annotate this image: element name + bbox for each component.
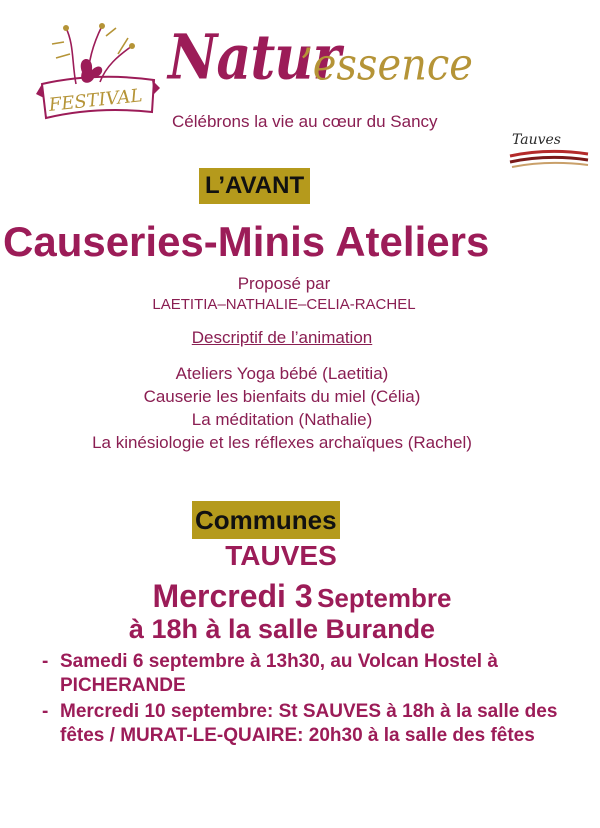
festival-logo (36, 14, 160, 132)
activity-item: Causerie les bienfaits du miel (Célia) (143, 387, 421, 406)
brand-essence: ’essence (300, 40, 473, 91)
page-title: Causeries-Minis Ateliers (3, 218, 490, 265)
communes-label: Communes (192, 501, 340, 539)
avant-label: L’AVANT (199, 168, 310, 204)
event-date (0, 578, 600, 615)
activity-item: Ateliers Yoga bébé (Laetitia) (175, 364, 389, 383)
event-time-place: à 18h à la salle Burande (128, 614, 436, 644)
brand-natur: Natur (168, 20, 341, 94)
proposed-by-label: Proposé par (237, 274, 331, 293)
festival-word: FESTIVAL (47, 85, 144, 116)
flower-icon (81, 59, 102, 83)
list-item: - Samedi 6 septembre à 13h30, au Volcan Hostel à PICHERANDE (42, 650, 562, 698)
description-heading: Descriptif de l’animation (191, 328, 373, 347)
event-date-month: Septembre (317, 583, 452, 613)
presenters-names: LAETITIA–NATHALIE–CELIA-RACHEL (152, 296, 416, 313)
activities-list (0, 362, 564, 454)
list-item: - Mercredi 10 septembre: St SAUVES à 18h à la salle des fêtes / MURAT-LE-QUAIRE: 20h30 à la salle des fêtes (42, 700, 562, 748)
activity-item: La méditation (Nathalie) (191, 410, 373, 429)
tauves-logo-text: Tauves (512, 132, 561, 148)
other-dates-list (42, 650, 562, 750)
event-date-day: Mercredi 3 (152, 578, 313, 614)
activity-item: La kinésiologie et les réflexes archaïques (Rachel) (92, 433, 472, 452)
city-name: TAUVES (225, 540, 337, 571)
tagline: Célébrons la vie au cœur du Sancy (172, 112, 438, 131)
